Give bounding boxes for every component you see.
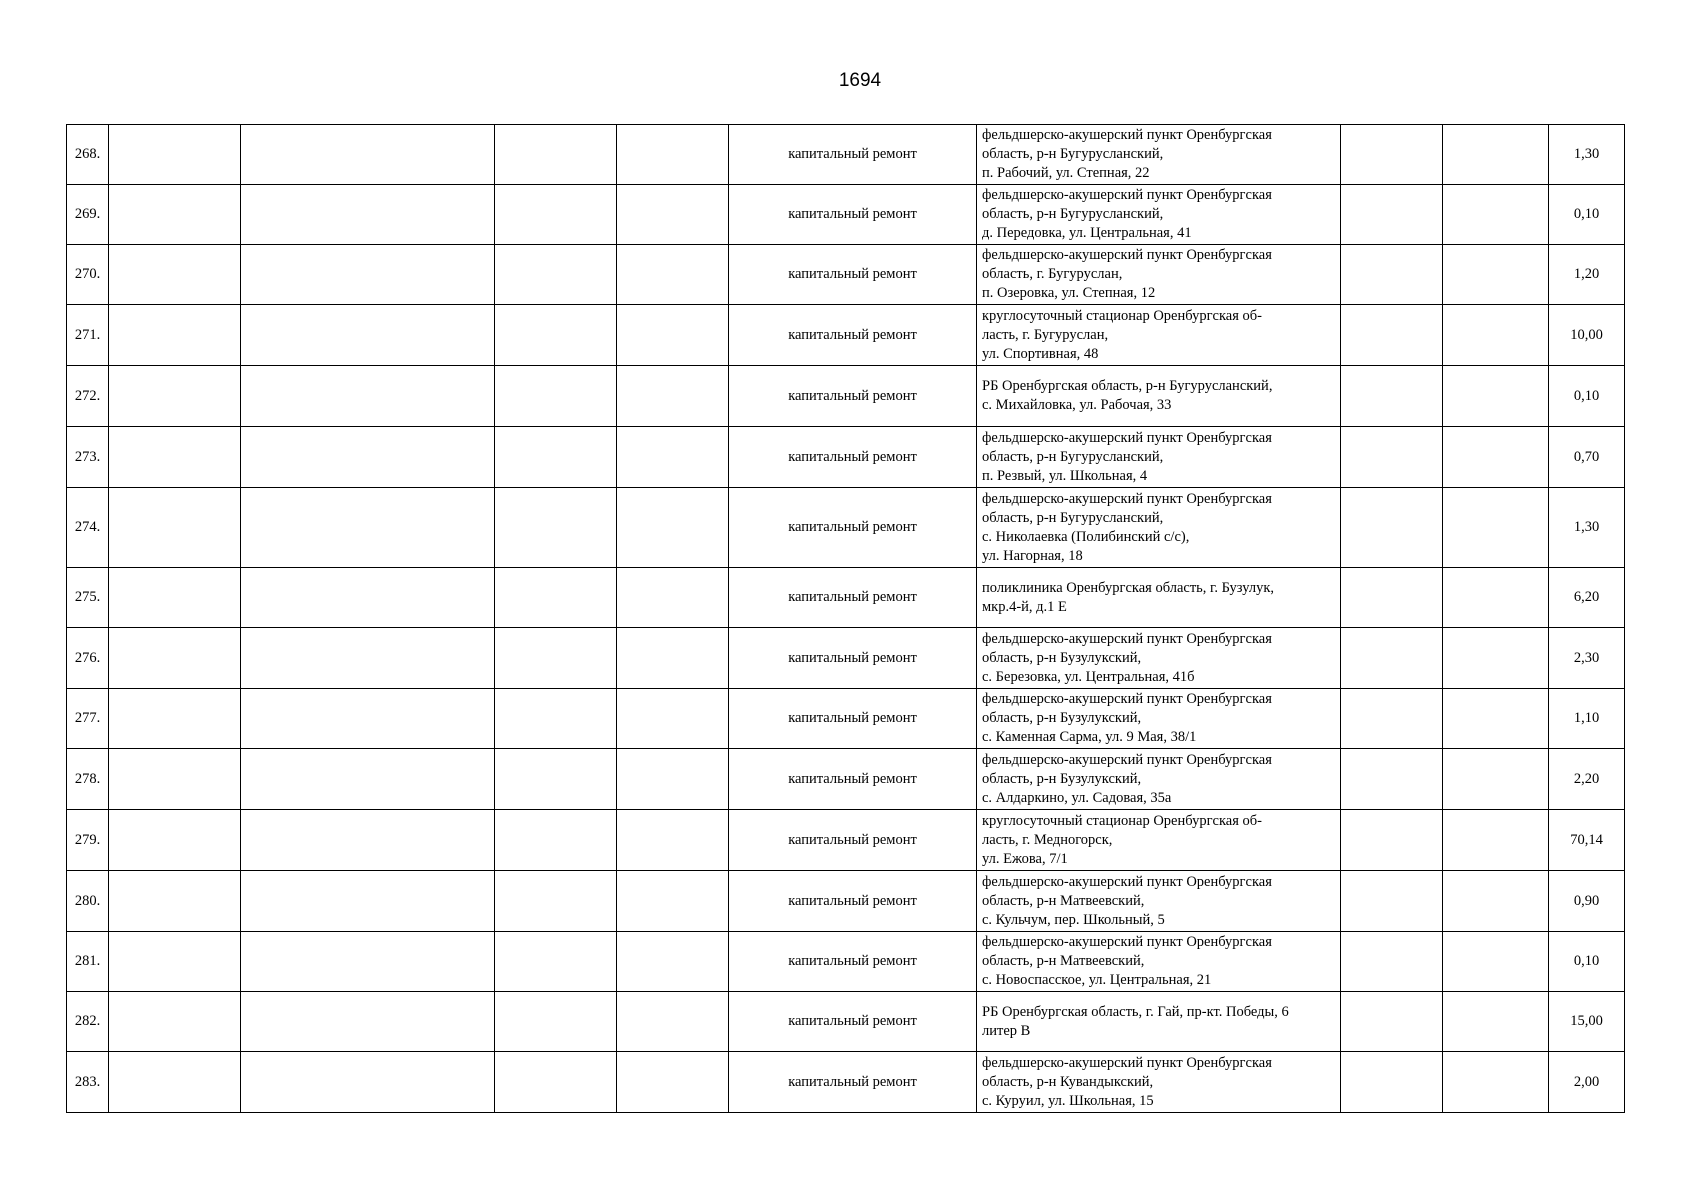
work-type: капитальный ремонт <box>729 185 977 245</box>
empty-cell <box>241 427 495 488</box>
object-address-line: фельдшерско-акушерский пункт Оренбургская <box>982 247 1272 263</box>
object-address <box>977 932 1341 992</box>
empty-cell <box>617 305 729 366</box>
object-address-line: ул. Ежова, 7/1 <box>982 850 1068 867</box>
work-type: капитальный ремонт <box>729 1052 977 1113</box>
row-number: 273. <box>67 427 109 488</box>
empty-cell <box>241 305 495 366</box>
work-type: капитальный ремонт <box>729 125 977 185</box>
empty-cell <box>617 871 729 932</box>
empty-cell <box>1443 185 1549 245</box>
object-address-line: ул. Нагорная, 18 <box>982 547 1083 564</box>
empty-cell <box>109 366 241 427</box>
row-number: 278. <box>67 749 109 810</box>
empty-cell <box>241 366 495 427</box>
table-row <box>67 628 1625 689</box>
table-row <box>67 366 1625 427</box>
object-address-line: РБ Оренбургская область, р-н Бугурусланский, <box>982 378 1273 394</box>
object-address <box>977 871 1341 932</box>
table-row <box>67 810 1625 871</box>
object-address <box>977 568 1341 628</box>
object-address-line: с. Куруил, ул. Школьная, 15 <box>982 1092 1154 1109</box>
row-number: 275. <box>67 568 109 628</box>
empty-cell <box>617 366 729 427</box>
object-address-line: п. Озеровка, ул. Степная, 12 <box>982 285 1156 301</box>
object-address-line: область, р-н Бугурусланский, <box>982 146 1164 162</box>
object-address-line: п. Резвый, ул. Школьная, 4 <box>982 467 1148 484</box>
empty-cell <box>1443 488 1549 568</box>
empty-cell <box>1443 1052 1549 1113</box>
empty-cell <box>617 427 729 488</box>
empty-cell <box>495 305 617 366</box>
object-address-line: фельдшерско-акушерский пункт Оренбургская <box>982 490 1272 507</box>
amount-value: 70,14 <box>1549 810 1625 871</box>
object-address-line: д. Передовка, ул. Центральная, 41 <box>982 225 1192 241</box>
table-row <box>67 1052 1625 1113</box>
object-address-line: фельдшерско-акушерский пункт Оренбургская <box>982 751 1272 768</box>
object-address <box>977 488 1341 568</box>
row-number: 280. <box>67 871 109 932</box>
object-address-line: п. Рабочий, ул. Степная, 22 <box>982 165 1150 181</box>
work-type: капитальный ремонт <box>729 689 977 749</box>
empty-cell <box>1341 366 1443 427</box>
object-address-line: область, р-н Бузулукский, <box>982 649 1142 666</box>
work-type: капитальный ремонт <box>729 749 977 810</box>
object-address-line: область, р-н Матвеевский, <box>982 892 1145 909</box>
empty-cell <box>1443 689 1549 749</box>
amount-value: 1,20 <box>1549 245 1625 305</box>
table-row <box>67 871 1625 932</box>
empty-cell <box>241 1052 495 1113</box>
empty-cell <box>241 932 495 992</box>
amount-value: 2,20 <box>1549 749 1625 810</box>
object-address <box>977 628 1341 689</box>
object-address <box>977 689 1341 749</box>
object-address <box>977 245 1341 305</box>
table-row <box>67 427 1625 488</box>
amount-value: 2,30 <box>1549 628 1625 689</box>
empty-cell <box>109 125 241 185</box>
empty-cell <box>1341 568 1443 628</box>
empty-cell <box>1443 992 1549 1052</box>
empty-cell <box>617 125 729 185</box>
empty-cell <box>109 689 241 749</box>
object-address-line: мкр.4-й, д.1 Е <box>982 598 1067 615</box>
object-address-line: фельдшерско-акушерский пункт Оренбургская <box>982 429 1272 446</box>
empty-cell <box>1341 305 1443 366</box>
object-address-line: РБ Оренбургская область, г. Гай, пр-кт. Победы, 6 <box>982 1003 1289 1020</box>
empty-cell <box>495 1052 617 1113</box>
work-type: капитальный ремонт <box>729 810 977 871</box>
empty-cell <box>495 689 617 749</box>
empty-cell <box>617 628 729 689</box>
empty-cell <box>241 810 495 871</box>
object-address-line: область, р-н Кувандыкский, <box>982 1073 1154 1090</box>
empty-cell <box>495 185 617 245</box>
object-address-line: круглосуточный стационар Оренбургская об- <box>982 812 1262 829</box>
empty-cell <box>495 245 617 305</box>
amount-value: 0,90 <box>1549 871 1625 932</box>
amount-value: 15,00 <box>1549 992 1625 1052</box>
table-body <box>67 125 1625 1113</box>
amount-value: 1,30 <box>1549 488 1625 568</box>
empty-cell <box>1341 488 1443 568</box>
amount-value: 0,70 <box>1549 427 1625 488</box>
object-address-line: область, р-н Бугурусланский, <box>982 206 1164 222</box>
object-address-line: литер В <box>982 1022 1031 1039</box>
empty-cell <box>617 185 729 245</box>
empty-cell <box>241 125 495 185</box>
work-type: капитальный ремонт <box>729 871 977 932</box>
empty-cell <box>109 871 241 932</box>
row-number: 274. <box>67 488 109 568</box>
empty-cell <box>495 125 617 185</box>
empty-cell <box>495 992 617 1052</box>
work-type: капитальный ремонт <box>729 427 977 488</box>
register-table <box>66 124 1625 1113</box>
row-number: 271. <box>67 305 109 366</box>
empty-cell <box>495 628 617 689</box>
row-number: 270. <box>67 245 109 305</box>
work-type: капитальный ремонт <box>729 932 977 992</box>
object-address-line: ласть, г. Медногорск, <box>982 831 1113 848</box>
object-address-line: область, р-н Бугурусланский, <box>982 448 1164 465</box>
table-row <box>67 749 1625 810</box>
work-type: капитальный ремонт <box>729 488 977 568</box>
empty-cell <box>1443 628 1549 689</box>
object-address-line: ласть, г. Бугуруслан, <box>982 326 1109 343</box>
row-number: 283. <box>67 1052 109 1113</box>
object-address <box>977 749 1341 810</box>
empty-cell <box>617 245 729 305</box>
empty-cell <box>617 992 729 1052</box>
empty-cell <box>1341 185 1443 245</box>
empty-cell <box>1443 427 1549 488</box>
empty-cell <box>617 568 729 628</box>
object-address <box>977 305 1341 366</box>
work-type: капитальный ремонт <box>729 305 977 366</box>
work-type: капитальный ремонт <box>729 992 977 1052</box>
empty-cell <box>241 245 495 305</box>
empty-cell <box>241 488 495 568</box>
object-address-line: с. Николаевка (Полибинский с/с), <box>982 528 1190 545</box>
empty-cell <box>109 749 241 810</box>
empty-cell <box>1443 366 1549 427</box>
object-address-line: фельдшерско-акушерский пункт Оренбургская <box>982 691 1272 707</box>
empty-cell <box>109 992 241 1052</box>
object-address-line: фельдшерско-акушерский пункт Оренбургская <box>982 873 1272 890</box>
empty-cell <box>617 810 729 871</box>
table-row <box>67 932 1625 992</box>
amount-value: 0,10 <box>1549 366 1625 427</box>
empty-cell <box>495 488 617 568</box>
amount-value: 1,30 <box>1549 125 1625 185</box>
object-address-line: фельдшерско-акушерский пункт Оренбургская <box>982 934 1272 950</box>
empty-cell <box>1443 245 1549 305</box>
row-number: 268. <box>67 125 109 185</box>
row-number: 279. <box>67 810 109 871</box>
empty-cell <box>617 932 729 992</box>
object-address <box>977 992 1341 1052</box>
empty-cell <box>495 427 617 488</box>
object-address-line: с. Кульчум, пер. Школьный, 5 <box>982 911 1165 928</box>
empty-cell <box>1341 810 1443 871</box>
row-number: 282. <box>67 992 109 1052</box>
empty-cell <box>1341 245 1443 305</box>
empty-cell <box>1341 1052 1443 1113</box>
empty-cell <box>1341 628 1443 689</box>
empty-cell <box>241 568 495 628</box>
empty-cell <box>495 568 617 628</box>
empty-cell <box>495 749 617 810</box>
object-address <box>977 1052 1341 1113</box>
object-address-line: фельдшерско-акушерский пункт Оренбургская <box>982 127 1272 143</box>
page-number: 1694 <box>838 70 882 91</box>
empty-cell <box>241 992 495 1052</box>
object-address-line: с. Новоспасское, ул. Центральная, 21 <box>982 972 1212 988</box>
empty-cell <box>1341 125 1443 185</box>
amount-value: 10,00 <box>1549 305 1625 366</box>
empty-cell <box>109 305 241 366</box>
row-number: 269. <box>67 185 109 245</box>
empty-cell <box>495 932 617 992</box>
object-address-line: область, р-н Бузулукский, <box>982 710 1142 726</box>
empty-cell <box>617 689 729 749</box>
object-address <box>977 427 1341 488</box>
table-row <box>67 185 1625 245</box>
object-address-line: область, г. Бугуруслан, <box>982 266 1123 282</box>
empty-cell <box>109 932 241 992</box>
amount-value: 0,10 <box>1549 932 1625 992</box>
object-address-line: ул. Спортивная, 48 <box>982 345 1099 362</box>
empty-cell <box>109 810 241 871</box>
work-type: капитальный ремонт <box>729 568 977 628</box>
empty-cell <box>109 245 241 305</box>
object-address-line: круглосуточный стационар Оренбургская об- <box>982 307 1262 324</box>
object-address <box>977 810 1341 871</box>
empty-cell <box>617 1052 729 1113</box>
empty-cell <box>1341 427 1443 488</box>
work-type: капитальный ремонт <box>729 245 977 305</box>
empty-cell <box>109 1052 241 1113</box>
empty-cell <box>1443 305 1549 366</box>
empty-cell <box>241 185 495 245</box>
object-address-line: область, р-н Бугурусланский, <box>982 509 1164 526</box>
empty-cell <box>1341 689 1443 749</box>
empty-cell <box>109 427 241 488</box>
object-address-line: область, р-н Бузулукский, <box>982 770 1142 787</box>
table-row <box>67 992 1625 1052</box>
table-row <box>67 245 1625 305</box>
empty-cell <box>617 488 729 568</box>
empty-cell <box>109 488 241 568</box>
object-address-line: с. Алдаркино, ул. Садовая, 35а <box>982 789 1172 806</box>
object-address-line: с. Михайловка, ул. Рабочая, 33 <box>982 397 1172 413</box>
empty-cell <box>1443 932 1549 992</box>
table-row <box>67 305 1625 366</box>
object-address <box>977 125 1341 185</box>
empty-cell <box>1443 125 1549 185</box>
object-address-line: с. Березовка, ул. Центральная, 41б <box>982 668 1195 685</box>
empty-cell <box>1443 568 1549 628</box>
object-address-line: поликлиника Оренбургская область, г. Бузулук, <box>982 579 1274 596</box>
empty-cell <box>495 810 617 871</box>
object-address-line: фельдшерско-акушерский пункт Оренбургская <box>982 187 1272 203</box>
object-address-line: фельдшерско-акушерский пункт Оренбургская <box>982 1054 1272 1071</box>
empty-cell <box>241 749 495 810</box>
empty-cell <box>1443 810 1549 871</box>
empty-cell <box>241 689 495 749</box>
table-row <box>67 488 1625 568</box>
work-type: капитальный ремонт <box>729 366 977 427</box>
empty-cell <box>109 185 241 245</box>
empty-cell <box>495 366 617 427</box>
amount-value: 0,10 <box>1549 185 1625 245</box>
empty-cell <box>241 871 495 932</box>
amount-value: 2,00 <box>1549 1052 1625 1113</box>
row-number: 281. <box>67 932 109 992</box>
empty-cell <box>495 871 617 932</box>
row-number: 276. <box>67 628 109 689</box>
table-row <box>67 125 1625 185</box>
empty-cell <box>1341 749 1443 810</box>
object-address <box>977 366 1341 427</box>
empty-cell <box>1341 932 1443 992</box>
empty-cell <box>1443 749 1549 810</box>
empty-cell <box>1443 871 1549 932</box>
row-number: 272. <box>67 366 109 427</box>
empty-cell <box>109 628 241 689</box>
table-row <box>67 689 1625 749</box>
amount-value: 6,20 <box>1549 568 1625 628</box>
object-address-line: фельдшерско-акушерский пункт Оренбургская <box>982 630 1272 647</box>
empty-cell <box>109 568 241 628</box>
amount-value: 1,10 <box>1549 689 1625 749</box>
table-row <box>67 568 1625 628</box>
object-address <box>977 185 1341 245</box>
work-type: капитальный ремонт <box>729 628 977 689</box>
empty-cell <box>617 749 729 810</box>
object-address-line: область, р-н Матвеевский, <box>982 953 1145 969</box>
row-number: 277. <box>67 689 109 749</box>
empty-cell <box>1341 992 1443 1052</box>
empty-cell <box>1341 871 1443 932</box>
object-address-line: с. Каменная Сарма, ул. 9 Мая, 38/1 <box>982 729 1197 745</box>
empty-cell <box>241 628 495 689</box>
